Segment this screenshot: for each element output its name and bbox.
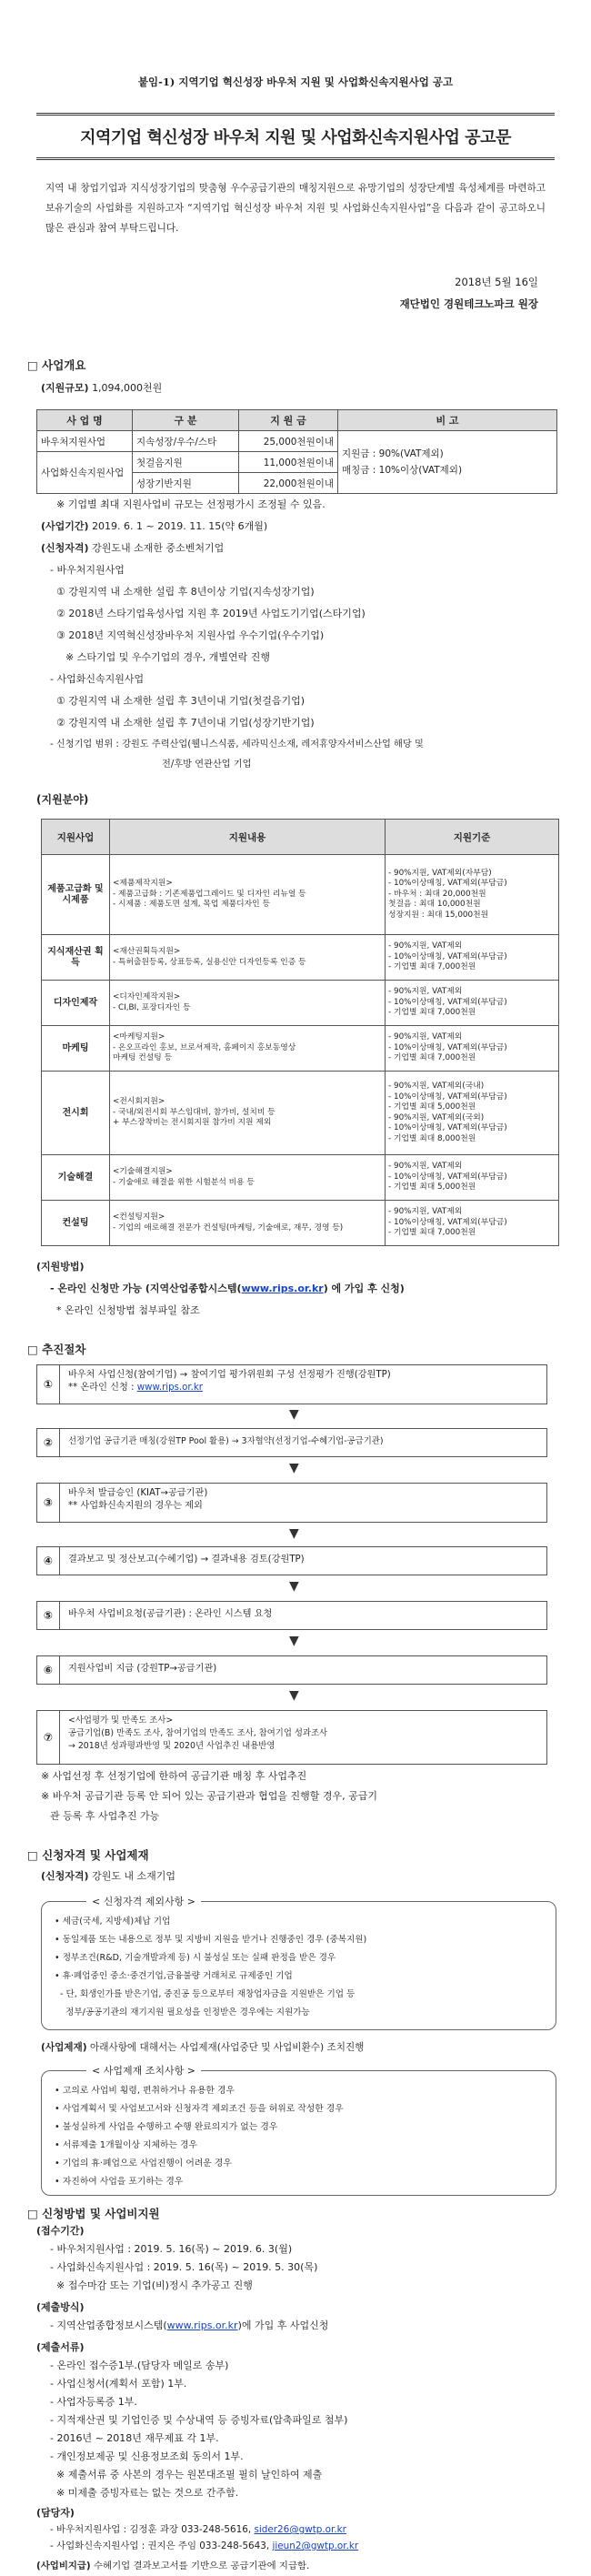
criteria-cell <box>386 1072 559 1155</box>
step-number: ⑤ <box>37 1602 60 1629</box>
list-item: • 동일제품 또는 내용으로 정부 및 지방비 지원을 받거나 진행중인 경우 (중복지원) <box>55 1935 367 1945</box>
period-label: (사업기간) <box>41 520 89 532</box>
criteria-cell <box>386 1155 559 1201</box>
payment-label: (사업비지급) <box>36 2561 91 2571</box>
content-cell <box>110 1155 386 1201</box>
cell-line: <디자인제작지원> <box>113 992 181 1001</box>
list-item: - 사업화신속지원사업 : 2019. 5. 16(목) ~ 2019. 5. 30(목) <box>50 2261 318 2273</box>
period-label: (접수기간) <box>36 2225 85 2237</box>
organization-name: 재단법인 경원테크노파크 원장 <box>399 297 538 310</box>
contact-text: - 바우처지원사업 : 김정훈 과장 033-248-5616, <box>50 2524 255 2535</box>
procedure-step <box>36 1601 547 1630</box>
cell-line: - 90%지원, VAT제외 <box>388 941 463 951</box>
cell-line: - 기업별 최대 8,000천원 <box>388 1133 476 1143</box>
how-label: (제출방식) <box>36 2301 85 2313</box>
content-cell <box>110 1201 386 1246</box>
list-item: ① 강원지역 내 소재한 설립 후 8년이상 기업(지속성장기업) <box>56 586 315 598</box>
cell-line: <제품제작지원> <box>113 879 173 889</box>
sanction <box>41 2041 364 2054</box>
procedure-note: ※ 사업선정 후 선정기업에 한하여 공급기관 매칭 후 사업추진 <box>41 1770 307 1782</box>
cell-line: - 기술애로 해결을 위한 시험분석 비용 등 <box>113 1177 255 1187</box>
section-eligibility-heading: □ 신청자격 및 사업제재 <box>27 1848 149 1862</box>
method-line <box>50 1283 405 1295</box>
rips-link[interactable]: www.rips.or.kr <box>136 1383 203 1393</box>
table-header: 지 원 금 <box>239 410 338 431</box>
procedure-step <box>36 1483 547 1523</box>
section-application-heading: □ 신청방법 및 사업비지원 <box>27 2207 160 2220</box>
payment-value: 수혜기업 결과보고서를 기반으로 공급기관에 지급함. <box>94 2561 310 2571</box>
cell-line: - 10%이상매칭, VAT제외(부담금) <box>388 1217 507 1227</box>
sanction-label: (사업제재) <box>41 2042 87 2053</box>
project-period <box>41 520 267 533</box>
speed-heading: - 사업화신속지원사업 <box>50 673 145 685</box>
step-text <box>68 1711 546 1756</box>
down-arrow-icon: ▼ <box>289 1688 299 1703</box>
cell-line: - 국내/외전시회 부스임대비, 참가비, 설치비 등 <box>113 1107 275 1117</box>
list-item: • 정부조건(R&D, 기술개발과제 등) 시 불성실 또는 실패 판정을 받은 경우 <box>55 1953 336 1963</box>
list-item: - 바우처지원사업 : 2019. 5. 16(목) ~ 2019. 6. 3(월) <box>50 2243 293 2255</box>
criteria-cell <box>386 1026 559 1072</box>
table-row <box>42 1026 559 1072</box>
cell-line: <마케팅지원> <box>113 1032 165 1042</box>
how-text: - 지역산업종합정보시스템( <box>50 2319 167 2331</box>
note-line: 지원금 : 90%(VAT제외) <box>342 448 444 459</box>
method-sub: * 온라인 신청방법 첨부파일 참조 <box>56 1304 200 1316</box>
rate-note: ※ 기업별 최대 지원사업비 규모는 선정평가시 조정될 수 있음. <box>56 498 326 510</box>
step-line: 바우처 사업비요청(공급기관) : 온라인 시스템 요청 <box>68 1609 273 1619</box>
table-header: 비 고 <box>338 410 557 431</box>
list-item: - 개인정보제공 및 신용정보조회 동의서 1부. <box>50 2450 244 2462</box>
category-cell: 디자인제작 <box>42 981 110 1026</box>
content-cell <box>110 855 386 935</box>
rips-link[interactable]: www.rips.or.kr <box>241 1283 324 1294</box>
down-arrow-icon: ▼ <box>289 1579 299 1594</box>
list-item: • 불성실하게 사업을 수행하고 수행 완료의지가 없는 경우 <box>55 2122 278 2132</box>
criteria-cell <box>386 1201 559 1246</box>
eligibility <box>41 1870 175 1883</box>
table-header-row <box>42 820 559 855</box>
category-cell: 컨설팅 <box>42 1201 110 1246</box>
step-number: ⑥ <box>37 1656 60 1684</box>
cell-line: - 기업별 최대 5,000천원 <box>388 1182 476 1192</box>
table-cell: 성장기반지원 <box>133 473 239 494</box>
procedure-step <box>36 1364 547 1404</box>
list-item: • 고의로 사업비 횡령, 편취하거나 유용한 경우 <box>55 2086 235 2096</box>
step-number: ① <box>37 1365 60 1404</box>
procedure-step <box>36 1655 547 1685</box>
content-cell <box>110 981 386 1026</box>
support-area-heading: (지원분야) <box>36 793 89 806</box>
cell-line: - 10%이상매칭, VAT제외(부담금) <box>388 1042 507 1052</box>
attachment-heading: 붙임-1) 지역기업 혁신성장 바우처 지원 및 사업화신속지원사업 공고 <box>137 75 454 88</box>
table-cell: 지속성장/우수/스타 <box>133 431 239 452</box>
support-scale-label: (지원규모) <box>41 382 89 394</box>
cell-line: - 기업별 최대 5,000천원 <box>388 1102 476 1112</box>
method-tail: ) 에 가입 후 신청) <box>323 1283 405 1294</box>
contact-label: (담당자) <box>36 2507 75 2519</box>
voucher-heading: - 바우처지원사업 <box>50 564 125 576</box>
down-arrow-icon: ▼ <box>289 1407 299 1422</box>
table-cell: 바우처지원사업 <box>37 431 133 452</box>
cell-line: - 10%이상매칭, VAT제외(부담금) <box>388 1092 507 1102</box>
overview-table <box>36 409 557 494</box>
cell-line: - 90%지원, VAT제외(국내) <box>388 1082 485 1091</box>
cell-line: - CI,BI, 포장디자인 등 <box>113 1002 191 1012</box>
cell-line: + 부스장착비는 전시회지원 참가비 지원 제외 <box>113 1118 272 1128</box>
cell-line: - 90%지원, VAT제외(자부담) <box>388 868 492 878</box>
cell-line: - 90%지원, VAT제외(국외) <box>388 1112 485 1122</box>
down-arrow-icon: ▼ <box>289 1526 299 1541</box>
step-line: 선정기업 공급기관 매칭(강원TP Pool 활용) → 3자협약(선정기업-수혜기업-공급기관) <box>68 1436 384 1446</box>
step-line: ** 온라인 신청 : <box>68 1383 137 1393</box>
eligibility <box>41 542 224 555</box>
criteria-cell <box>386 981 559 1026</box>
category-cell: 제품고급화 및 시제품 <box>42 855 110 935</box>
eligibility-value: 강원도 내 소재기업 <box>92 1870 176 1882</box>
cell-line: - 특허출원등록, 상표등록, 실용신안 디자인등록 인증 등 <box>113 957 306 967</box>
cell-line: - 90%지원, VAT제외 <box>388 987 463 997</box>
step-text <box>68 1365 546 1398</box>
contact-line <box>50 2523 346 2536</box>
list-item: • 기업의 휴·폐업으로 사업진행이 어려운 경우 <box>55 2158 232 2168</box>
list-item: 정부/공공기관의 재기지원 필요성을 인정받은 경우에는 지원가능 <box>60 2007 310 2018</box>
exclusion-box-title: < 신청자격 제외사항 > <box>86 1894 201 1908</box>
cell-line: 마케팅 컨설팅 등 <box>113 1053 173 1063</box>
step-line: 결과보고 및 정산보고(수혜기업) → 결과내용 검토(강원TP) <box>68 1555 305 1565</box>
procedure-step <box>36 1710 547 1765</box>
table-header-row <box>37 410 557 431</box>
table-row <box>42 935 559 981</box>
category-cell: 지식재산권 획득 <box>42 935 110 981</box>
support-area-table <box>41 819 559 1246</box>
table-cell: 첫걸음지원 <box>133 452 239 473</box>
step-line: 바우처 발급승인 (KIAT→공급기관) <box>68 1488 208 1498</box>
cell-line: - 기업별 최대 7,000천원 <box>388 1008 476 1018</box>
table-header: 지원내용 <box>110 820 386 855</box>
method-text: - 온라인 신청만 가능 (지역산업종합시스템( <box>50 1283 242 1294</box>
procedure-note: ※ 바우처 공급기관 등록 안 되어 있는 공급기관과 협업을 진행할 경우, 공급기 <box>41 1790 377 1802</box>
list-item: • 휴·폐업중인 중소·중견기업,금융불량 거래처로 규제중인 기업 <box>55 1971 293 1981</box>
cell-line: <재산권획득지원> <box>113 947 181 956</box>
criteria-cell <box>386 855 559 935</box>
rips-link[interactable]: www.rips.or.kr <box>166 2319 238 2331</box>
step-number: ② <box>37 1429 60 1456</box>
procedure-step <box>36 1428 547 1457</box>
cell-line: - 시제품 : 제품도면 설계, 목업 제품디자인 등 <box>113 900 270 910</box>
cell-line: - 기업별 최대 7,000천원 <box>388 1053 476 1063</box>
list-item: - 지적재산권 및 기업인증 및 수상내역 등 증빙자료(압축파일로 첨부) <box>50 2414 348 2426</box>
list-item: ※ 제출서류 중 사본의 경우는 원본대조필 필히 날인하여 제출 <box>56 2469 323 2480</box>
section-procedure-heading: □ 추진절차 <box>27 1343 86 1356</box>
step-line: 지원사업비 지급 (강원TP→공급기관) <box>68 1664 217 1674</box>
list-item: - 단, 회생인가를 받은기업, 중진공 등으로부터 재창업자금을 지원받은 기업 등 <box>60 1989 356 1999</box>
list-item: - 사업신청서(계획서 포함) 1부. <box>50 2378 187 2390</box>
eligibility-label: (신청자격) <box>41 542 89 554</box>
table-row <box>42 1201 559 1246</box>
list-item: ※ 접수마감 또는 기업(비)정시 추가공고 진행 <box>56 2279 253 2291</box>
period-value: 2019. 6. 1 ~ 2019. 11. 15(약 6개월) <box>92 520 268 532</box>
cell-line: <전시회지원> <box>113 1097 165 1107</box>
scope-line: 전/후방 연관산업 기업 <box>162 760 252 770</box>
cell-line: - 90%지원, VAT제외 <box>388 1032 463 1042</box>
content-cell <box>110 1072 386 1155</box>
docs-label: (제출서류) <box>36 2341 85 2353</box>
table-cell: 11,000천원이내 <box>239 452 338 473</box>
table-cell: 사업화신속지원사업 <box>37 452 133 494</box>
step-line: → 2018년 성과평과반영 및 2020년 사업추진 내용반영 <box>68 1741 275 1751</box>
cell-line: - 제품고급화 : 기존제품업그레이드 및 디자인 리뉴얼 등 <box>113 889 306 899</box>
cell-line: <기술해결지원> <box>113 1167 173 1176</box>
step-line: <사업평가 및 만족도 조사> <box>68 1716 174 1726</box>
list-item: ② 2018년 스타기업육성사업 지원 후 2019년 사업도기기업(스타기업) <box>56 608 366 619</box>
cell-line: - 기업별 최대 7,000천원 <box>388 1228 476 1238</box>
announcement-date: 2018년 5월 16일 <box>455 276 538 288</box>
scope-line: - 신청기업 범위 : 강원도 주력산업(웰니스식품, 세라믹신소재, 레저휴양자서비스산업 해당 및 <box>50 740 424 750</box>
table-cell-note <box>338 431 557 494</box>
table-cell: 22,000천원이내 <box>239 473 338 494</box>
table-header: 구 분 <box>133 410 239 431</box>
step-text <box>68 1484 546 1516</box>
table-row <box>42 981 559 1026</box>
cell-line: - 90%지원, VAT제외 <box>388 1162 463 1172</box>
list-item: • 서류제출 1개월이상 지체하는 경우 <box>55 2140 197 2150</box>
method-label: (지원방법) <box>36 1261 85 1273</box>
table-header: 사 업 명 <box>37 410 133 431</box>
list-item: ③ 2018년 지역혁신성장바우처 지원사업 우수기업(우수기업) <box>56 629 325 641</box>
table-cell: 25,000천원이내 <box>239 431 338 452</box>
cell-line: - 10%이상매칭, VAT제외(부담금) <box>388 879 507 889</box>
page-title: 지역기업 혁신성장 바우처 지원 및 사업화신속지원사업 공고문 <box>36 113 555 160</box>
table-row <box>42 1155 559 1201</box>
list-item: • 세금(국세, 지방세)체납 기업 <box>55 1917 171 1927</box>
cell-line: 첫걸음 : 최대 10,000천원 <box>388 900 481 910</box>
procedure-note: 관 등록 후 사업추진 가능 <box>50 1810 160 1822</box>
cell-line: - 10%이상매칭, VAT제외(부담금) <box>388 1123 507 1132</box>
sanction-box-title: < 사업제재 조치사항 > <box>86 2063 201 2078</box>
step-line: 공급기업(B) 만족도 조사, 참여기업의 만족도 조사, 참여기업 성과조사 <box>68 1728 328 1738</box>
step-line: ** 사업화신속지원의 경우는 제외 <box>68 1501 203 1511</box>
cell-line: - 기업별 최대 7,000천원 <box>388 962 476 972</box>
cell-line: 성장지원 : 최대 15,000천원 <box>388 910 489 920</box>
payment <box>36 2560 309 2572</box>
step-line: 바우처 사업신청(참여기업) → 참여기업 평가위원회 구성 선정평가 진행(강원TP) <box>68 1370 391 1380</box>
table-row <box>42 1072 559 1155</box>
cell-line: - 기업의 애로해결 전문가 컨설팅(마케팅, 기술애로, 재무, 경영 등) <box>113 1223 344 1233</box>
cell-line: - 바우처 : 최대 20,000천원 <box>388 889 486 899</box>
intro-paragraph: 지역 내 창업기업과 지식성장기업의 맞춤형 우수공급기관의 매칭지원으로 유망기업의 성장단계별 육성체계를 마련하고 보유기술의 사업화를 지원하고자 “지역기업 혁신성장 바우처 지원 및 사업화신속지원사업”을 다음과 같이 공고하오니 많은 관심과 참여 부탁드립니다. <box>45 183 546 234</box>
contact-line <box>50 2540 358 2552</box>
sanction-value: 아래사항에 대해서는 사업제재(사업중단 및 사업비환수) 조치진행 <box>90 2042 365 2053</box>
eligibility-label: (신청자격) <box>41 1870 89 1882</box>
table-row <box>37 431 557 452</box>
step-number: ④ <box>37 1547 60 1575</box>
content-cell <box>110 1026 386 1072</box>
step-number: ⑦ <box>37 1711 60 1764</box>
contact-text: - 사업화신속지원사업 : 권지은 주임 033-248-5643, <box>50 2541 273 2551</box>
contact-email-link[interactable]: sider26@gwtp.or.kr <box>254 2524 346 2535</box>
category-cell: 기술해결 <box>42 1155 110 1201</box>
list-item: ※ 미제출 증빙자료는 없는 것으로 간주함. <box>56 2487 239 2499</box>
how-text: )에 가입 후 사업신청 <box>237 2319 329 2331</box>
list-item: • 자진하여 사업을 포기하는 경우 <box>55 2177 184 2187</box>
procedure-step <box>36 1546 547 1575</box>
list-item: - 2016년 ~ 2018년 재무제표 각 1부. <box>50 2432 219 2444</box>
list-item: • 사업계획서 및 사업보고서와 신청자격 제외조건 등을 허위로 작성한 경우 <box>55 2104 344 2114</box>
cell-line: - 10%이상매칭, VAT제외(부담금) <box>388 997 507 1007</box>
eligibility-value: 강원도내 소재한 중소벤처기업 <box>92 542 225 554</box>
section-overview-heading: □ 사업개요 <box>27 358 86 372</box>
how-line <box>50 2319 328 2332</box>
voucher-note: ※ 스타기업 및 우수기업의 경우, 개별연락 진행 <box>65 651 270 663</box>
cell-line: - 온오프라인 홍보, 브로셔제작, 홈페이지 홍보동영상 <box>113 1042 296 1052</box>
category-cell: 마케팅 <box>42 1026 110 1072</box>
table-row <box>42 855 559 935</box>
cell-line: - 10%이상매칭, VAT제외(부담금) <box>388 951 507 961</box>
list-item: - 온라인 접수증1부.(담당자 메일로 송부) <box>50 2360 229 2371</box>
table-header: 지원기준 <box>386 820 559 855</box>
down-arrow-icon: ▼ <box>289 1634 299 1648</box>
table-header: 지원사업 <box>42 820 110 855</box>
cell-line: <컨설팅지원> <box>113 1213 165 1222</box>
contact-email-link[interactable]: jieun2@gwtp.or.kr <box>272 2541 359 2551</box>
criteria-cell <box>386 935 559 981</box>
step-number: ③ <box>37 1484 60 1522</box>
support-scale-value: 1,094,000천원 <box>92 382 163 394</box>
category-cell: 전시회 <box>42 1072 110 1155</box>
cell-line: - 90%지원, VAT제외 <box>388 1207 463 1217</box>
note-line: 매칭금 : 10%이상(VAT제외) <box>342 465 463 476</box>
down-arrow-icon: ▼ <box>289 1461 299 1475</box>
list-item: - 사업자등록증 1부. <box>50 2396 137 2408</box>
content-cell <box>110 935 386 981</box>
list-item: ② 강원지역 내 소재한 설립 후 7년이내 기업(성장기반기업) <box>56 717 315 729</box>
support-scale <box>41 382 162 395</box>
list-item: ① 강원지역 내 소재한 설립 후 3년이내 기업(첫걸음기업) <box>56 695 306 707</box>
cell-line: - 10%이상매칭, VAT제외(부담금) <box>388 1172 507 1182</box>
